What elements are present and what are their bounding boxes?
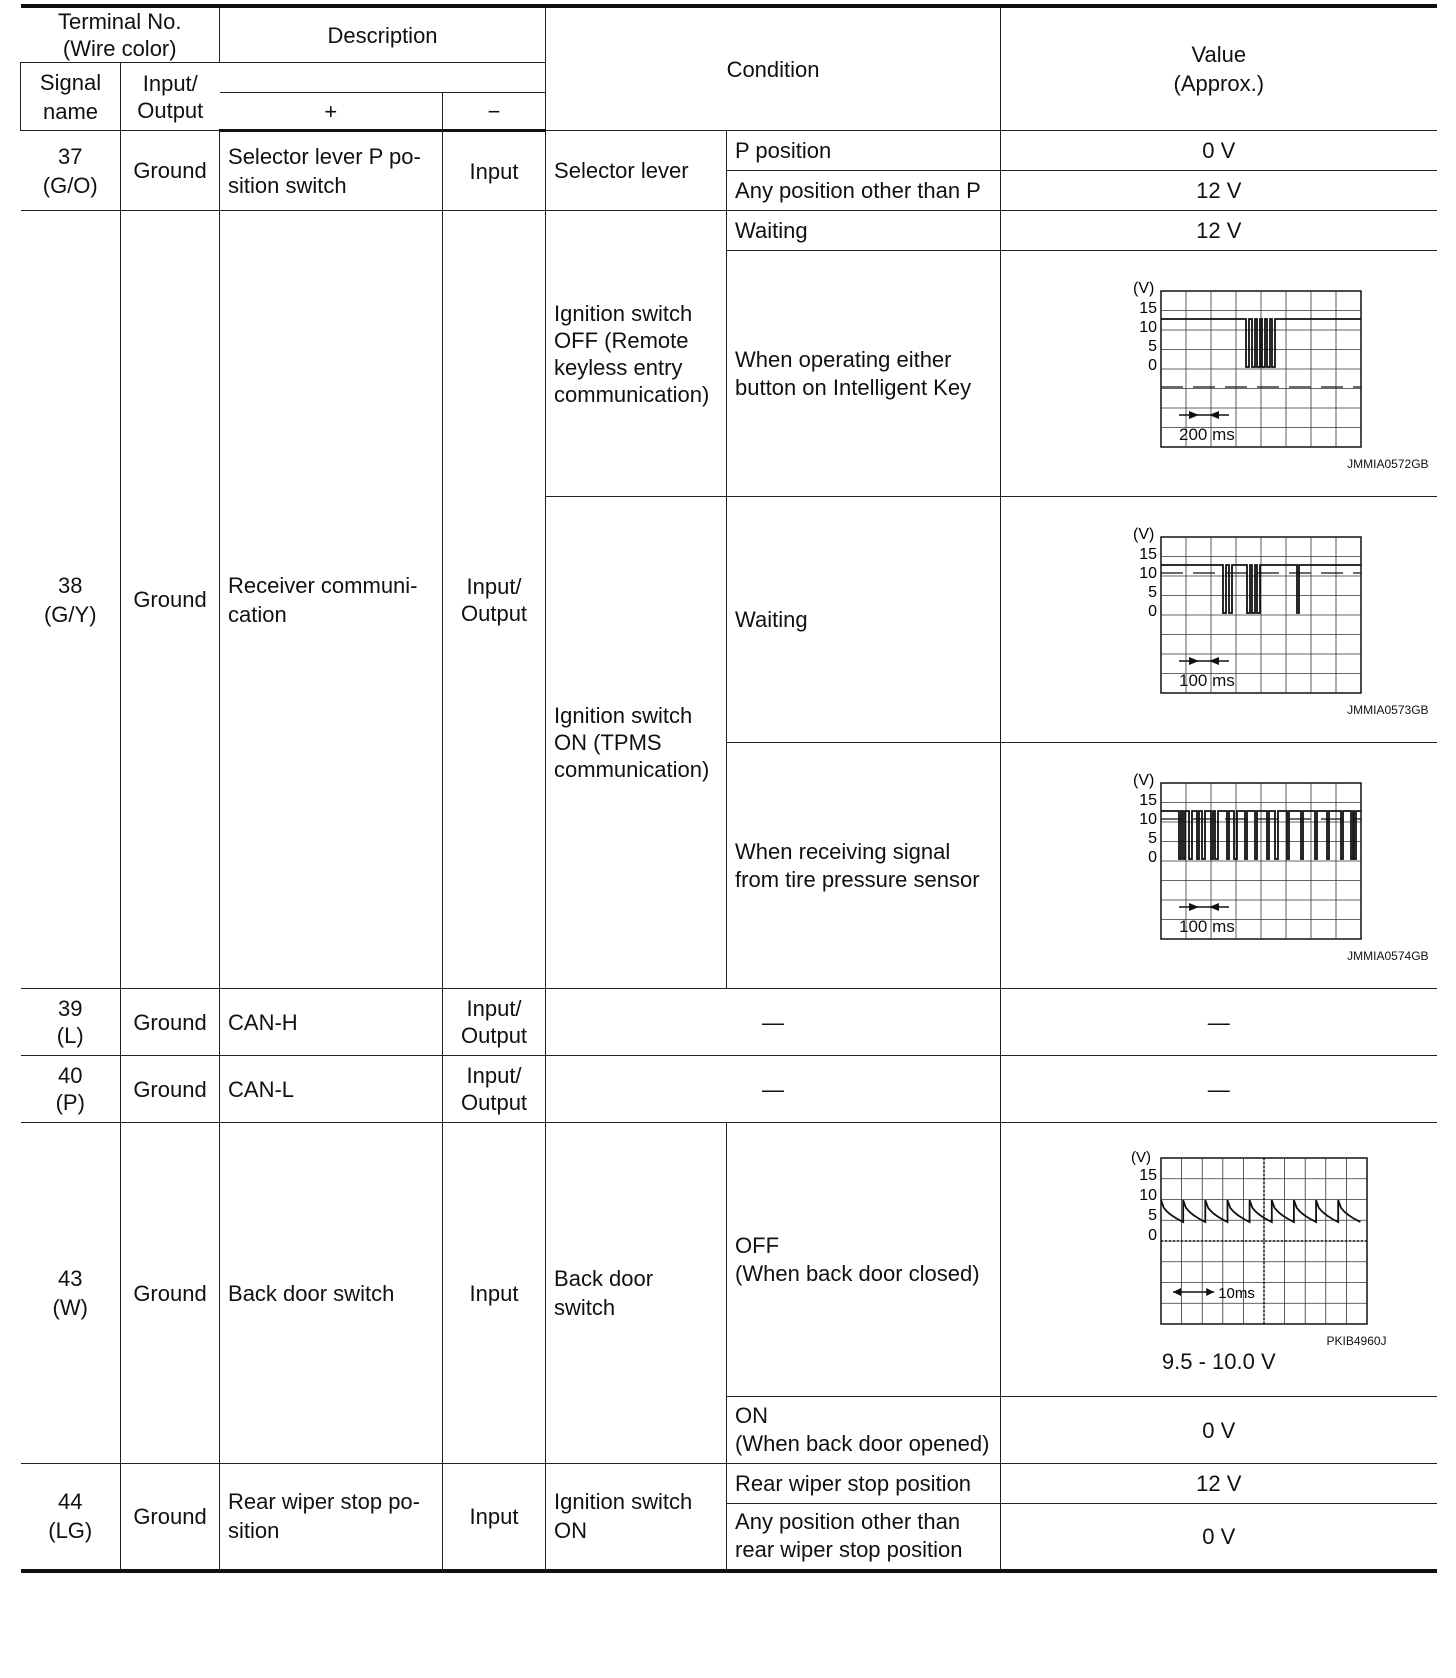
- table-row: [21, 1123, 1437, 1397]
- condition-cell: —: [546, 989, 1001, 1056]
- sub-condition-cell: Any position other than P: [727, 171, 1001, 211]
- table-row: [21, 1464, 1437, 1504]
- waveform-chart: [1069, 1144, 1369, 1334]
- waveform-tpms-receiving: [1001, 769, 1437, 963]
- timebase-arrowhead: [1173, 1288, 1181, 1296]
- tick-label: 10: [1139, 1186, 1157, 1204]
- ground-cell: Ground: [121, 1123, 220, 1464]
- header-condition: Condition: [546, 6, 1001, 131]
- condition-cell: Ignition switch ON (TPMS communication): [546, 497, 727, 989]
- io-cell: Input/ Output: [443, 1056, 546, 1123]
- timebase-arrowhead: [1209, 903, 1219, 911]
- sub-condition-cell: Waiting: [727, 497, 1001, 743]
- condition-cell: —: [546, 1056, 1001, 1123]
- header-description: Description: [220, 6, 546, 63]
- condition-cell: Selector lever: [546, 131, 727, 211]
- waveform-cell: [1001, 497, 1437, 743]
- table-row: [21, 1056, 1437, 1123]
- io-cell: Input/ Output: [443, 211, 546, 989]
- tick-label: 0: [1147, 848, 1157, 866]
- header-minus: −: [443, 93, 546, 131]
- value-cell: 9.5 - 10.0 V: [1161, 1348, 1276, 1374]
- timebase-arrowhead: [1189, 657, 1199, 665]
- tick-label: 10: [1139, 318, 1157, 336]
- timebase-arrowhead: [1209, 411, 1219, 419]
- figure-code: PKIB4960J: [1326, 1333, 1387, 1348]
- io-cell: Input: [443, 131, 546, 211]
- ground-cell: Ground: [121, 211, 220, 989]
- terminal-cell: 44 (LG): [21, 1464, 121, 1571]
- tick-label: 5: [1147, 337, 1157, 355]
- condition-cell: Ignition switch OFF (Remote keyless entry communication): [546, 211, 727, 497]
- timebase-label: 100 ms: [1178, 916, 1235, 936]
- tick-label: 15: [1139, 791, 1157, 809]
- waveform-back-door: [1001, 1144, 1437, 1376]
- waveform-chart: [1069, 769, 1369, 949]
- terminal-cell: 40 (P): [21, 1056, 121, 1123]
- terminal-cell: 37 (G/O): [21, 131, 121, 211]
- figure-code: JMMIA0574GB: [1347, 948, 1429, 963]
- signal-name-cell: Receiver communi- cation: [220, 211, 443, 989]
- ground-cell: Ground: [121, 1056, 220, 1123]
- value-cell: 12 V: [1001, 211, 1437, 251]
- sub-condition-cell: ON (When back door opened): [727, 1397, 1001, 1464]
- signal-name-cell: Selector lever P po- sition switch: [220, 131, 443, 211]
- sub-condition-cell: When receiving signal from tire pressure sensor: [727, 743, 1001, 989]
- value-cell: —: [1001, 1056, 1437, 1123]
- waveform-tpms-waiting: [1001, 523, 1437, 717]
- tick-label: 15: [1139, 545, 1157, 563]
- header-io: Input/ Output: [121, 63, 220, 131]
- tick-label: 5: [1147, 583, 1157, 601]
- axis-unit-label: (V): [1130, 1148, 1151, 1166]
- io-cell: Input/ Output: [443, 989, 546, 1056]
- value-cell: 0 V: [1001, 1397, 1437, 1464]
- ground-cell: Ground: [121, 131, 220, 211]
- header-signal-name: Signal name: [21, 63, 121, 131]
- tick-label: 0: [1147, 602, 1157, 620]
- value-cell: 12 V: [1001, 1464, 1437, 1504]
- value-cell: 0 V: [1001, 131, 1437, 171]
- waveform-cell: [1001, 1123, 1437, 1397]
- table-row: [21, 989, 1437, 1056]
- header-value: Value (Approx.): [1001, 6, 1437, 131]
- tick-label: 0: [1147, 356, 1157, 374]
- waveform-cell: [1001, 743, 1437, 989]
- figure-code: JMMIA0572GB: [1347, 456, 1429, 471]
- ground-cell: Ground: [121, 1464, 220, 1571]
- axis-unit-label: (V): [1132, 525, 1155, 543]
- tick-label: 15: [1139, 1166, 1157, 1184]
- io-cell: Input: [443, 1464, 546, 1571]
- header-terminal-no: Terminal No. (Wire color): [21, 6, 220, 63]
- waveform-remote-keyless: [1001, 277, 1437, 471]
- sub-condition-cell: Waiting: [727, 211, 1001, 251]
- waveform-chart: [1069, 277, 1369, 457]
- axis-unit-label: (V): [1132, 771, 1155, 789]
- sub-condition-cell: P position: [727, 131, 1001, 171]
- signal-name-cell: Back door switch: [220, 1123, 443, 1464]
- signal-name-cell: CAN-L: [220, 1056, 443, 1123]
- value-cell: —: [1001, 989, 1437, 1056]
- timebase-arrowhead: [1189, 903, 1199, 911]
- signal-trace: [1161, 1200, 1360, 1222]
- timebase-label: 10ms: [1217, 1284, 1255, 1302]
- signal-name-cell: CAN-H: [220, 989, 443, 1056]
- value-cell: 0 V: [1001, 1504, 1437, 1571]
- value-cell: 12 V: [1001, 171, 1437, 211]
- terminal-cell: 39 (L): [21, 989, 121, 1056]
- sub-condition-cell: OFF (When back door closed): [727, 1123, 1001, 1397]
- timebase-arrowhead: [1189, 411, 1199, 419]
- terminal-cell: 38 (G/Y): [21, 211, 121, 989]
- sub-condition-cell: Rear wiper stop position: [727, 1464, 1001, 1504]
- sub-condition-cell: Any position other than rear wiper stop position: [727, 1504, 1001, 1571]
- table-row: [21, 131, 1437, 171]
- axis-unit-label: (V): [1132, 279, 1155, 297]
- timebase-arrowhead: [1206, 1288, 1214, 1296]
- io-cell: Input: [443, 1123, 546, 1464]
- waveform-chart: [1069, 523, 1369, 703]
- sub-condition-cell: When operating either button on Intelligent Key: [727, 251, 1001, 497]
- timebase-label: 200 ms: [1178, 424, 1235, 444]
- tick-label: 10: [1139, 810, 1157, 828]
- terminal-spec-table: [20, 4, 1437, 1573]
- tick-label: 10: [1139, 564, 1157, 582]
- header-plus: +: [220, 93, 443, 131]
- tick-label: 15: [1139, 299, 1157, 317]
- table-row: [21, 211, 1437, 251]
- tick-label: 5: [1147, 1206, 1157, 1224]
- condition-cell: Ignition switch ON: [546, 1464, 727, 1571]
- timebase-arrowhead: [1209, 657, 1219, 665]
- tick-label: 5: [1147, 829, 1157, 847]
- timebase-label: 100 ms: [1178, 670, 1235, 690]
- figure-code: JMMIA0573GB: [1347, 702, 1429, 717]
- terminal-cell: 43 (W): [21, 1123, 121, 1464]
- signal-name-cell: Rear wiper stop po- sition: [220, 1464, 443, 1571]
- waveform-cell: [1001, 251, 1437, 497]
- ground-cell: Ground: [121, 989, 220, 1056]
- condition-cell: Back door switch: [546, 1123, 727, 1464]
- tick-label: 0: [1147, 1226, 1157, 1244]
